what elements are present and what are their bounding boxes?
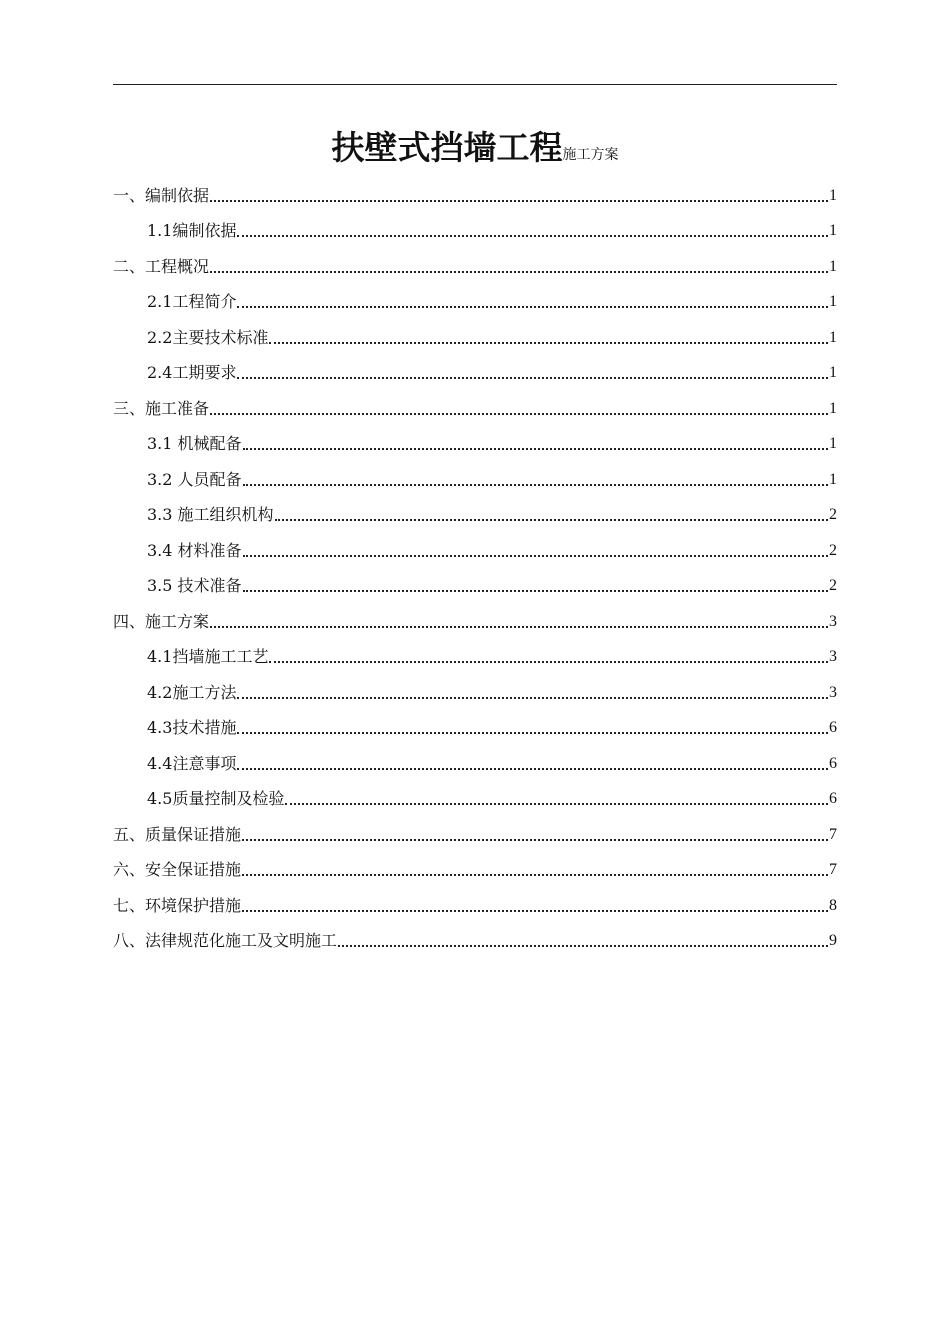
toc-entry[interactable] bbox=[113, 705, 837, 741]
toc-entry-label: 三、施工准备 bbox=[113, 398, 210, 418]
toc-entry[interactable] bbox=[113, 456, 837, 492]
toc-entry-page-number: 2 bbox=[829, 577, 837, 594]
toc-dot-leader bbox=[243, 448, 828, 450]
toc-entry-label: 4.3技术措施 bbox=[147, 718, 237, 737]
toc-dot-leader bbox=[237, 235, 828, 237]
toc-entry-page-number: 3 bbox=[829, 683, 837, 701]
toc-entry-page-number: 1 bbox=[829, 399, 837, 417]
toc-entry-label: 4.5质量控制及检验 bbox=[147, 789, 285, 808]
toc-entry-page-number: 1 bbox=[829, 470, 837, 488]
toc-entry[interactable] bbox=[113, 847, 837, 883]
toc-entry-label: 3.4 材料准备 bbox=[147, 540, 242, 560]
toc-entry-label: 八、法律规范化施工及文明施工 bbox=[113, 931, 338, 950]
toc-dot-leader bbox=[237, 306, 828, 308]
toc-entry-page-number: 1 bbox=[829, 364, 837, 381]
toc-entry-page-number: 1 bbox=[829, 257, 837, 275]
toc-entry-page-number: 6 bbox=[829, 719, 837, 736]
toc-entry[interactable] bbox=[113, 918, 837, 954]
toc-entry[interactable] bbox=[113, 563, 837, 599]
toc-dot-leader bbox=[237, 377, 828, 379]
toc-entry-page-number: 8 bbox=[829, 896, 837, 914]
toc-entry-page-number: 9 bbox=[829, 932, 837, 949]
toc-dot-leader bbox=[237, 768, 828, 770]
toc-entry-label: 五、质量保证措施 bbox=[113, 824, 242, 844]
toc-entry[interactable] bbox=[113, 208, 837, 244]
toc-entry[interactable] bbox=[113, 421, 837, 457]
toc-entry-page-number: 2 bbox=[829, 506, 837, 523]
toc-entry-label: 一、编制依据 bbox=[113, 185, 210, 205]
toc-dot-leader bbox=[243, 555, 828, 557]
title-main: 扶壁式挡墙工程 bbox=[331, 128, 563, 167]
toc-entry-label: 3.2 人员配备 bbox=[147, 469, 242, 489]
document-title bbox=[113, 126, 837, 177]
toc-dot-leader bbox=[243, 590, 828, 592]
toc-dot-leader bbox=[242, 910, 828, 912]
toc-dot-leader bbox=[275, 519, 828, 521]
toc-entry-page-number: 3 bbox=[829, 648, 837, 665]
toc-dot-leader bbox=[269, 342, 828, 344]
toc-entry[interactable] bbox=[113, 279, 837, 315]
toc-entry-label: 二、工程概况 bbox=[113, 256, 210, 276]
toc-entry-label: 2.4工期要求 bbox=[147, 363, 237, 382]
toc-entry-label: 3.5 技术准备 bbox=[147, 576, 242, 595]
toc-entry-page-number: 7 bbox=[829, 825, 837, 843]
toc-entry[interactable] bbox=[113, 669, 837, 705]
header-rule bbox=[113, 84, 837, 85]
toc-dot-leader bbox=[237, 732, 828, 734]
toc-entry-page-number: 1 bbox=[829, 222, 837, 239]
toc-entry[interactable] bbox=[113, 811, 837, 847]
table-of-contents bbox=[113, 172, 837, 953]
title-sub: 施工方案 bbox=[562, 147, 619, 163]
toc-dot-leader bbox=[210, 271, 828, 273]
toc-entry-page-number: 2 bbox=[829, 541, 837, 559]
toc-entry-label: 4.2施工方法 bbox=[147, 682, 237, 702]
toc-entry[interactable] bbox=[113, 527, 837, 563]
toc-dot-leader bbox=[242, 839, 828, 841]
toc-entry-page-number: 1 bbox=[829, 186, 837, 204]
toc-entry[interactable] bbox=[113, 350, 837, 386]
toc-dot-leader bbox=[242, 874, 828, 876]
toc-entry-label: 2.1工程简介 bbox=[147, 292, 237, 311]
toc-entry[interactable] bbox=[113, 776, 837, 812]
toc-entry[interactable] bbox=[113, 385, 837, 421]
toc-entry-label: 3.3 施工组织机构 bbox=[147, 505, 274, 524]
toc-entry-page-number: 1 bbox=[829, 435, 837, 452]
toc-entry-label: 4.1挡墙施工工艺 bbox=[147, 647, 269, 666]
toc-entry[interactable] bbox=[113, 172, 837, 208]
toc-entry-label: 3.1 机械配备 bbox=[147, 434, 242, 453]
toc-entry-label: 2.2主要技术标准 bbox=[147, 327, 269, 347]
toc-entry-page-number: 7 bbox=[829, 861, 837, 878]
toc-dot-leader bbox=[237, 697, 828, 699]
toc-entry[interactable] bbox=[113, 740, 837, 776]
toc-entry-page-number: 1 bbox=[829, 328, 837, 346]
toc-dot-leader bbox=[338, 945, 828, 947]
toc-entry-page-number: 1 bbox=[829, 293, 837, 310]
toc-entry[interactable] bbox=[113, 243, 837, 279]
toc-entry-label: 四、施工方案 bbox=[113, 611, 210, 631]
toc-entry-page-number: 3 bbox=[829, 612, 837, 630]
toc-entry-label: 七、环境保护措施 bbox=[113, 895, 242, 915]
toc-dot-leader bbox=[210, 413, 828, 415]
toc-dot-leader bbox=[243, 484, 828, 486]
toc-dot-leader bbox=[210, 626, 828, 628]
toc-dot-leader bbox=[285, 803, 828, 805]
toc-entry[interactable] bbox=[113, 882, 837, 918]
toc-entry[interactable] bbox=[113, 598, 837, 634]
toc-entry-label: 1.1编制依据 bbox=[147, 221, 237, 240]
toc-dot-leader bbox=[269, 661, 828, 663]
toc-entry-page-number: 6 bbox=[829, 754, 837, 772]
toc-entry-label: 六、安全保证措施 bbox=[113, 860, 242, 879]
toc-entry[interactable] bbox=[113, 634, 837, 670]
toc-entry-page-number: 6 bbox=[829, 790, 837, 807]
toc-entry-label: 4.4注意事项 bbox=[147, 753, 237, 773]
toc-dot-leader bbox=[210, 200, 828, 202]
toc-entry[interactable] bbox=[113, 492, 837, 528]
toc-entry[interactable] bbox=[113, 314, 837, 350]
